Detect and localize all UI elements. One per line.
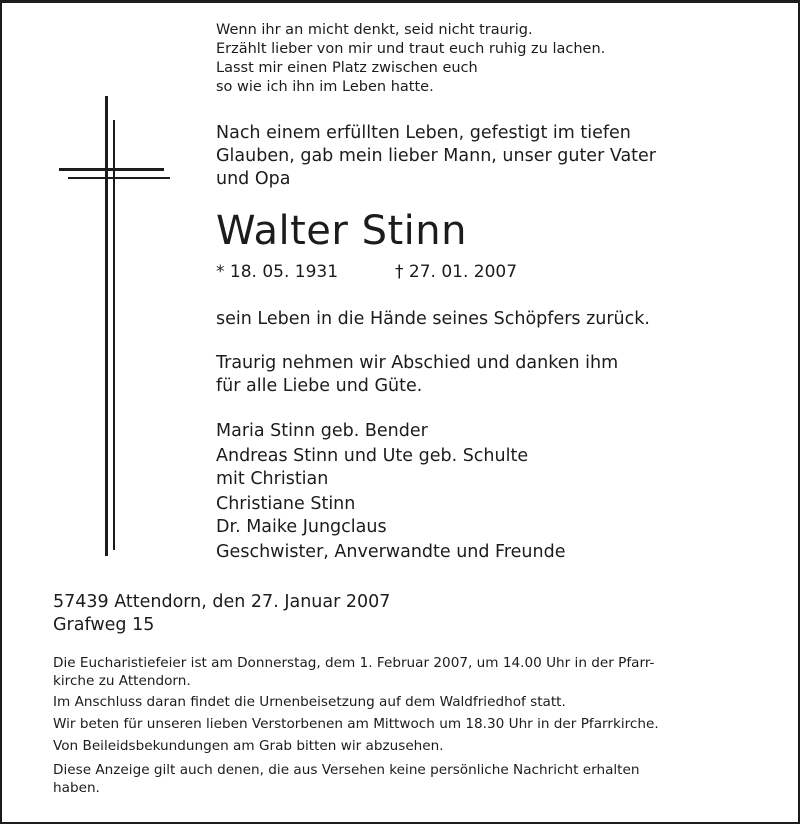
intro-line: und Opa xyxy=(216,169,291,189)
notice-line: kirche zu Attendorn. xyxy=(53,673,191,689)
mourner-line: Christiane Stinn xyxy=(216,494,356,514)
death-date: † 27. 01. 2007 xyxy=(395,262,518,282)
mourner-2 xyxy=(216,445,528,491)
cross-vertical-left xyxy=(105,96,108,556)
poem xyxy=(216,21,605,97)
cross-horizontal-top xyxy=(59,168,164,171)
poem-line: so wie ich ihn im Leben hatte. xyxy=(216,79,434,95)
mourner-4 xyxy=(216,541,566,564)
notice-burial xyxy=(53,693,753,711)
intro-line: Nach einem erfüllten Leben, gefestigt im tiefen xyxy=(216,123,631,143)
poem-line: Erzählt lieber von mir und traut euch ruhig zu lachen. xyxy=(216,41,606,57)
mourner-line: Andreas Stinn und Ute geb. Schulte xyxy=(216,446,529,466)
mourner-3 xyxy=(216,493,387,539)
deceased-name: Walter Stinn xyxy=(216,208,467,254)
farewell-line: Traurig nehmen wir Abschied und danken ihm xyxy=(216,353,619,373)
poem-line: Lasst mir einen Platz zwischen euch xyxy=(216,60,478,76)
return-line xyxy=(216,308,650,331)
notice-line: Diese Anzeige gilt auch denen, die aus Versehen keine persönliche Nachricht erhalten xyxy=(53,762,640,778)
mourner-line: Geschwister, Anverwandte und Freunde xyxy=(216,542,566,562)
street-address: Grafweg 15 xyxy=(53,615,155,635)
cross-icon xyxy=(56,96,176,556)
farewell-line: für alle Liebe und Güte. xyxy=(216,376,423,396)
mourner-1 xyxy=(216,420,428,443)
notice-mass xyxy=(53,654,753,690)
cross-horizontal-bottom xyxy=(68,177,170,179)
mourner-line: mit Christian xyxy=(216,469,329,489)
mourner-line: Maria Stinn geb. Bender xyxy=(216,421,428,441)
place-and-address xyxy=(53,591,390,637)
cross-vertical-right xyxy=(113,120,115,550)
notice-line: Im Anschluss daran findet die Urnenbeisetzung auf dem Waldfriedhof statt. xyxy=(53,694,566,710)
notice-disclaimer xyxy=(53,761,753,797)
birth-date: * 18. 05. 1931 xyxy=(216,262,339,282)
notice-line: haben. xyxy=(53,780,100,796)
mourner-line: Dr. Maike Jungclaus xyxy=(216,517,387,537)
return-text: sein Leben in die Hände seines Schöpfers zurück. xyxy=(216,309,650,329)
notice-line: Von Beileidsbekundungen am Grab bitten wir abzusehen. xyxy=(53,738,444,754)
notice-prayer xyxy=(53,715,753,733)
place-date: 57439 Attendorn, den 27. Januar 2007 xyxy=(53,592,391,612)
notice-line: Wir beten für unseren lieben Verstorbenen am Mittwoch um 18.30 Uhr in der Pfarrkirche. xyxy=(53,716,659,732)
notice-line: Die Eucharistiefeier ist am Donnerstag, dem 1. Februar 2007, um 14.00 Uhr in der Pfarr- xyxy=(53,655,655,671)
notice-condolences xyxy=(53,737,753,755)
intro-text xyxy=(216,122,656,191)
poem-line: Wenn ihr an micht denkt, seid nicht traurig. xyxy=(216,22,533,38)
intro-line: Glauben, gab mein lieber Mann, unser guter Vater xyxy=(216,146,656,166)
farewell-text xyxy=(216,352,618,398)
